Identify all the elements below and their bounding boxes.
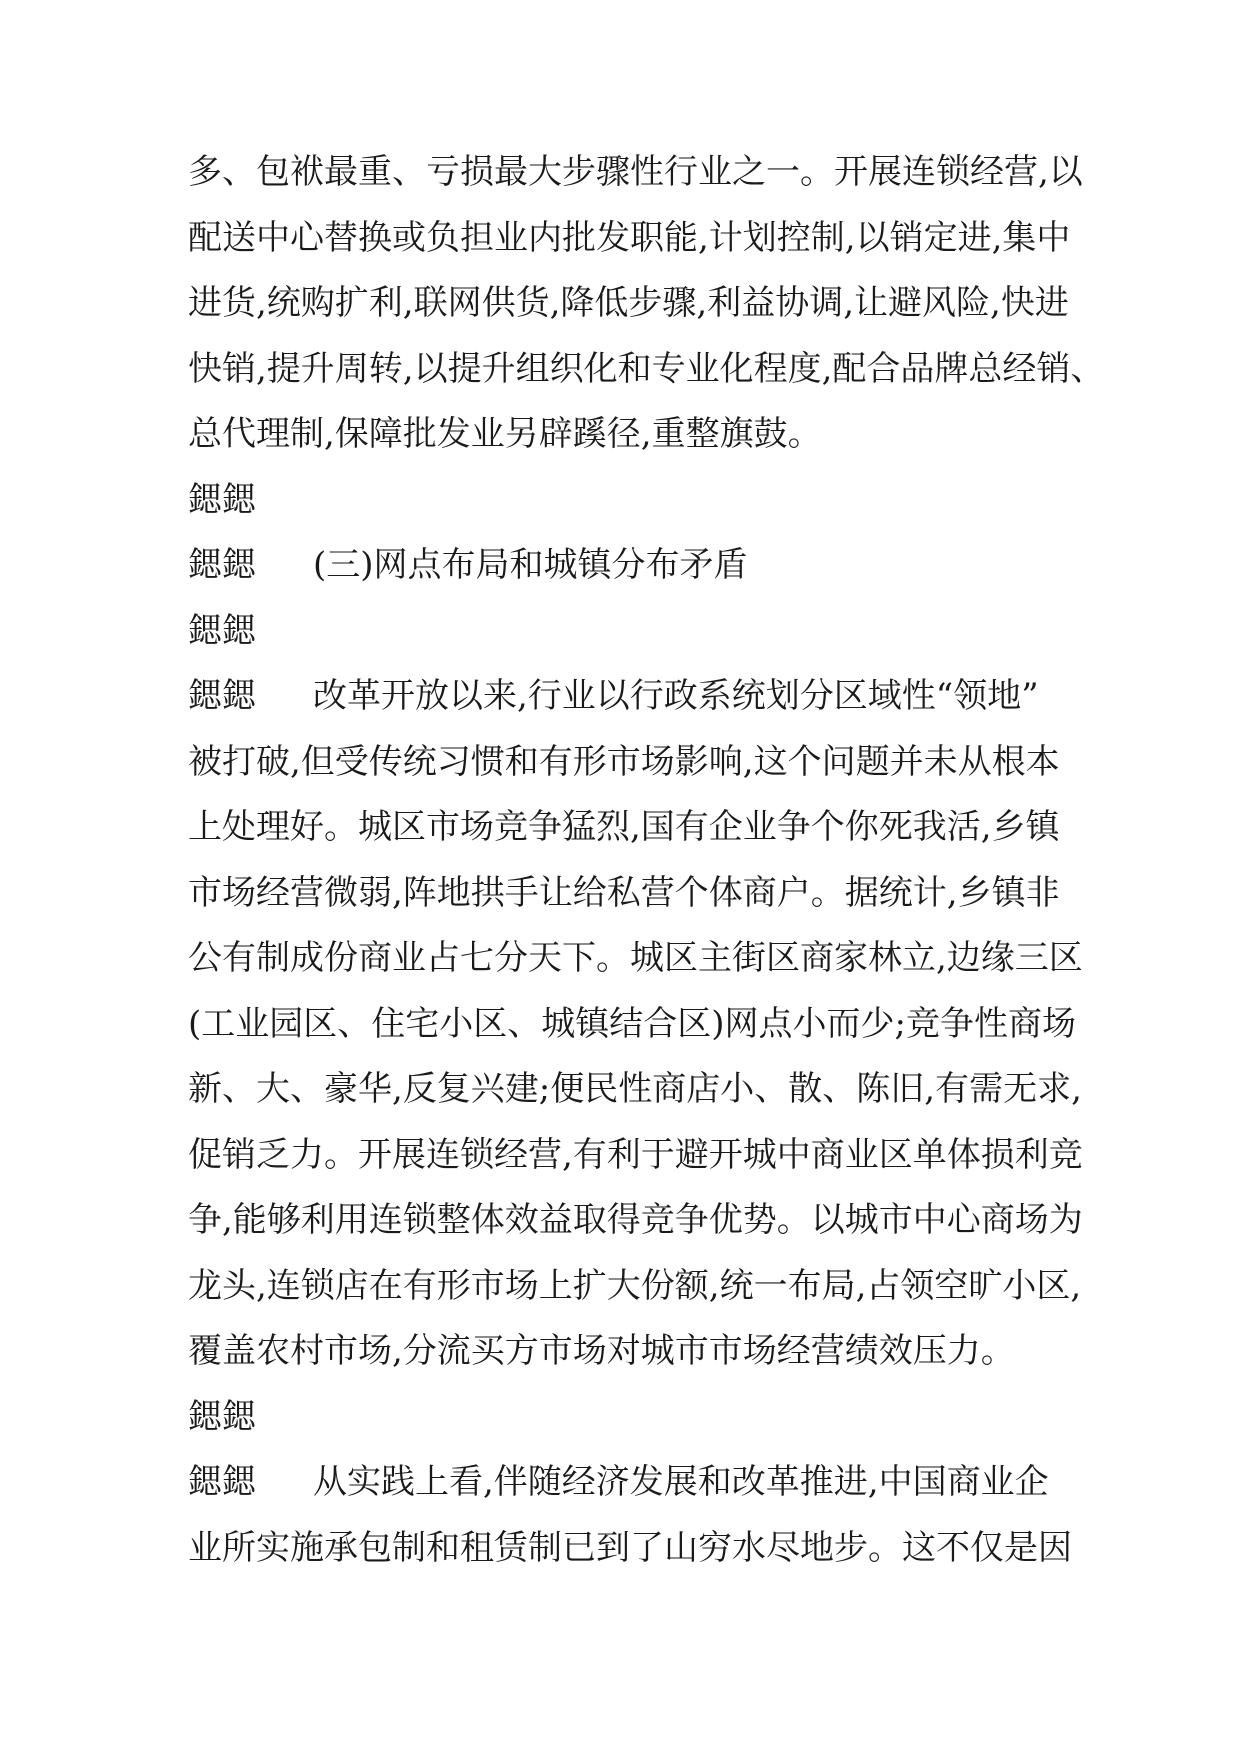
text-line	[188, 1516, 1072, 1582]
line-prefix: 鍶鍶	[188, 1396, 256, 1437]
text-line	[188, 1319, 1068, 1385]
text-line	[188, 664, 1068, 730]
line-text: 公有制成份商业占七分天下。城区主街区商家林立,边缘三区	[188, 938, 1083, 978]
line-text: 覆盖农村市场,分流买方市场对城市市场经营绩效压力。	[188, 1331, 1015, 1371]
line-prefix: 鍶鍶	[188, 610, 256, 651]
line-text: 从实践上看,伴随经济发展和改革推进,中国商业企	[313, 1462, 1049, 1502]
line-text: 改革开放以来,行业以行政系统划分区域性“领地”	[313, 676, 1039, 716]
text-line	[188, 1385, 1068, 1451]
line-text: 龙头,连锁店在有形市场上扩大份额,统一布局,占领空旷小区,	[188, 1265, 1082, 1306]
line-text: (三)网点布局和城镇分布矛盾	[313, 545, 748, 585]
line-text: 业所实施承包制和租赁制已到了山穷水尽地步。这不仅是因	[188, 1527, 1072, 1568]
text-line	[188, 206, 1071, 272]
text-line	[188, 1123, 1083, 1189]
text-line	[188, 730, 1068, 796]
line-text: 配送中心替换或负担业内批发职能,计划控制,以销定进,集中	[188, 217, 1071, 258]
line-text: 总代理制,保障批发业另辟蹊径,重整旗鼓。	[188, 414, 822, 454]
text-line	[188, 926, 1083, 992]
text-line	[188, 337, 1105, 403]
document-page	[188, 140, 1105, 1581]
text-line	[188, 1057, 1082, 1123]
line-text: 上处理好。城区市场竞争猛烈,国有企业争个你死我活,乡镇	[188, 807, 1060, 847]
text-line	[188, 599, 1068, 665]
text-line	[188, 402, 1068, 468]
line-prefix: 鍶鍶	[188, 479, 256, 520]
line-prefix: 鍶鍶	[188, 676, 256, 716]
text-line	[188, 271, 1068, 337]
text-line	[188, 1450, 1068, 1516]
line-text: 多、包袱最重、亏损最大步骤性行业之一。开展连锁经营,以	[188, 152, 1083, 192]
text-line	[188, 1254, 1082, 1320]
line-prefix: 鍶鍶	[188, 1462, 256, 1502]
line-text: 快销,提升周转,以提升组织化和专业化程度,配合品牌总经销、	[188, 348, 1105, 389]
text-line	[188, 861, 1068, 927]
line-text: 进货,统购扩利,联网供货,降低步骤,利益协调,让避风险,快进	[188, 283, 1069, 323]
line-prefix: 鍶鍶	[188, 545, 256, 585]
line-text: (工业园区、住宅小区、城镇结合区)网点小而少;竞争性商场	[188, 1003, 1076, 1044]
text-line	[188, 468, 1068, 534]
text-line	[188, 992, 1076, 1058]
section-heading	[188, 533, 1068, 599]
line-text: 争,能够利用连锁整体效益取得竞争优势。以城市中心商场为	[188, 1200, 1083, 1240]
line-text: 新、大、豪华,反复兴建;便民性商店小、散、陈旧,有需无求,	[188, 1069, 1082, 1109]
line-text: 市场经营微弱,阵地拱手让给私营个体商户。据统计,乡镇非	[188, 872, 1060, 913]
text-line	[188, 795, 1068, 861]
line-text: 促销乏力。开展连锁经营,有利于避开城中商业区单体损利竞	[188, 1134, 1083, 1175]
text-line	[188, 1188, 1083, 1254]
text-line	[188, 140, 1083, 206]
line-text: 被打破,但受传统习惯和有形市场影响,这个问题并未从根本	[188, 741, 1060, 782]
